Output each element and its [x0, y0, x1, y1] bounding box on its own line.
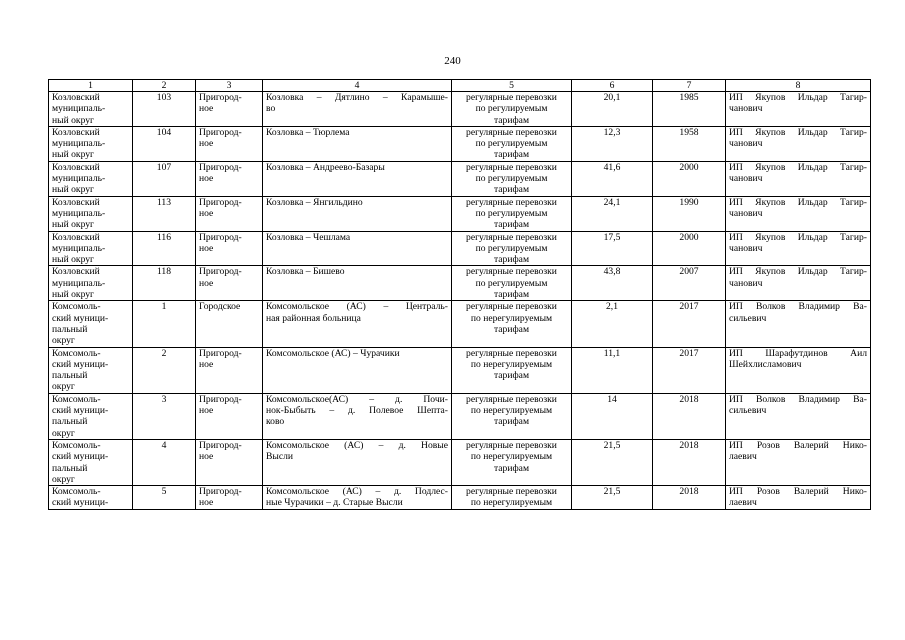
- route-name-cell: [263, 231, 452, 266]
- carrier-cell: [726, 196, 871, 231]
- cell-line: по нерегулируемым: [470, 312, 553, 324]
- route-year-cell: 2017: [653, 347, 726, 393]
- cell-line: ИП Якупов Ильдар Тагир-: [729, 92, 867, 103]
- route-type-cell: [196, 486, 263, 510]
- cell-line: ский муници-: [52, 405, 109, 417]
- route-length-cell: 12,3: [572, 126, 653, 161]
- cell-line: пальный: [52, 323, 88, 335]
- cell-line: Комсомоль-: [52, 486, 101, 498]
- cell-line: ский муници-: [52, 497, 109, 509]
- carrier-cell: [726, 347, 871, 393]
- cell-line: тарифам: [493, 254, 530, 266]
- cell-line: ИП Розов Валерий Нико-: [729, 439, 867, 451]
- route-year-cell: 2018: [653, 439, 726, 485]
- route-type-cell: [196, 347, 263, 393]
- cell-line: Комсомоль-: [52, 393, 101, 405]
- cell-line: Козловский: [52, 231, 100, 243]
- cell-line: Городское: [199, 301, 241, 313]
- district-cell: [49, 439, 133, 485]
- cell-line: во: [266, 103, 276, 115]
- cell-line: Пригород-: [199, 126, 242, 138]
- route-year-cell: 2018: [653, 393, 726, 439]
- cell-line: регулярные перевозки: [466, 301, 557, 313]
- route-type-cell: [196, 393, 263, 439]
- route-name-cell: [263, 126, 452, 161]
- cell-line: чанович: [729, 138, 763, 150]
- cell-line: тарифам: [493, 289, 530, 301]
- district-cell: [49, 231, 133, 266]
- route-number-cell: 107: [133, 161, 196, 196]
- cell-line: Пригород-: [199, 439, 242, 451]
- district-cell: [49, 92, 133, 127]
- route-type-cell: [196, 92, 263, 127]
- cell-line: по регулируемым: [475, 242, 548, 254]
- cell-line: нок-Быбыть – д. Полевое Шепта-: [266, 405, 448, 417]
- route-length-cell: 11,1: [572, 347, 653, 393]
- district-cell: [49, 301, 133, 347]
- route-number-cell: 1: [133, 301, 196, 347]
- route-name-cell: [263, 92, 452, 127]
- route-type-cell: [196, 196, 263, 231]
- cell-line: округ: [52, 381, 75, 393]
- cell-line: ский муници-: [52, 312, 109, 324]
- cell-line: тарифам: [493, 219, 530, 231]
- cell-line: Козловка – Тюрлема: [266, 126, 350, 138]
- header-cell: 1: [49, 80, 133, 92]
- table-row: [49, 393, 871, 439]
- route-name-cell: [263, 393, 452, 439]
- route-name-cell: [263, 347, 452, 393]
- cell-line: ное: [199, 173, 214, 185]
- table-row: [49, 231, 871, 266]
- route-type-cell: [196, 126, 263, 161]
- cell-line: Пригород-: [199, 231, 242, 243]
- route-type-cell: [196, 439, 263, 485]
- cell-line: ский муници-: [52, 358, 109, 370]
- cell-line: Пригород-: [199, 92, 242, 103]
- district-cell: [49, 486, 133, 510]
- route-length-cell: 2,1: [572, 301, 653, 347]
- cell-line: по нерегулируемым: [470, 451, 553, 463]
- route-number-cell: 3: [133, 393, 196, 439]
- route-year-cell: 2000: [653, 161, 726, 196]
- cell-line: по нерегулируемым: [470, 497, 553, 509]
- route-year-cell: 1958: [653, 126, 726, 161]
- cell-line: лаевич: [729, 497, 757, 509]
- cell-line: муниципаль-: [52, 277, 106, 289]
- transport-mode-cell: [452, 301, 572, 347]
- cell-line: Козловский: [52, 196, 100, 208]
- cell-line: по нерегулируемым: [470, 405, 553, 417]
- cell-line: Комсомольское (АС) – Централь-: [266, 301, 448, 313]
- cell-line: регулярные перевозки: [466, 393, 557, 405]
- table-row: [49, 196, 871, 231]
- cell-line: Козловка – Дятлино – Карамыше-: [266, 92, 448, 103]
- route-length-cell: 14: [572, 393, 653, 439]
- cell-line: чанович: [729, 173, 763, 185]
- cell-line: Высли: [266, 451, 294, 463]
- cell-line: ИП Шарафутдинов Аил: [729, 347, 867, 359]
- cell-line: ный округ: [52, 184, 94, 196]
- cell-line: чанович: [729, 207, 763, 219]
- route-year-cell: 2007: [653, 266, 726, 301]
- route-name-cell: [263, 266, 452, 301]
- cell-line: регулярные перевозки: [466, 486, 557, 498]
- cell-line: лаевич: [729, 451, 757, 463]
- cell-line: тарифам: [493, 462, 530, 474]
- cell-line: регулярные перевозки: [466, 196, 557, 208]
- cell-line: регулярные перевозки: [466, 266, 557, 278]
- table-row: [49, 486, 871, 510]
- header-cell: 2: [133, 80, 196, 92]
- route-name-cell: [263, 439, 452, 485]
- header-cell: 3: [196, 80, 263, 92]
- table-row: [49, 126, 871, 161]
- cell-line: ИП Якупов Ильдар Тагир-: [729, 266, 867, 278]
- cell-line: муниципаль-: [52, 242, 106, 254]
- district-cell: [49, 126, 133, 161]
- cell-line: ное: [199, 207, 214, 219]
- route-year-cell: 1990: [653, 196, 726, 231]
- district-cell: [49, 347, 133, 393]
- cell-line: ный округ: [52, 149, 94, 161]
- cell-line: пальный: [52, 370, 88, 382]
- cell-line: ный округ: [52, 254, 94, 266]
- route-name-cell: [263, 301, 452, 347]
- cell-line: ное: [199, 405, 214, 417]
- cell-line: ИП Волков Владимир Ва-: [729, 301, 867, 313]
- table-row: [49, 92, 871, 127]
- cell-line: округ: [52, 335, 75, 347]
- cell-line: ное: [199, 358, 214, 370]
- route-name-cell: [263, 196, 452, 231]
- route-name-cell: [263, 161, 452, 196]
- route-length-cell: 17,5: [572, 231, 653, 266]
- cell-line: регулярные перевозки: [466, 439, 557, 451]
- cell-line: по нерегулируемым: [470, 358, 553, 370]
- route-name-cell: [263, 486, 452, 510]
- cell-line: ИП Якупов Ильдар Тагир-: [729, 161, 867, 173]
- routes-table: [48, 79, 871, 510]
- cell-line: Козловка – Янгильдино: [266, 196, 363, 208]
- cell-line: Комсомоль-: [52, 347, 101, 359]
- route-type-cell: [196, 301, 263, 347]
- table-header-row: [49, 80, 871, 92]
- cell-line: ИП Розов Валерий Нико-: [729, 486, 867, 498]
- cell-line: ский муници-: [52, 451, 109, 463]
- page-number: 240: [444, 55, 461, 67]
- route-number-cell: 5: [133, 486, 196, 510]
- cell-line: ИП Якупов Ильдар Тагир-: [729, 196, 867, 208]
- carrier-cell: [726, 266, 871, 301]
- carrier-cell: [726, 301, 871, 347]
- cell-line: округ: [52, 473, 75, 485]
- cell-line: чанович: [729, 277, 763, 289]
- carrier-cell: [726, 393, 871, 439]
- cell-line: по регулируемым: [475, 103, 548, 115]
- cell-line: ИП Якупов Ильдар Тагир-: [729, 126, 867, 138]
- table-row: [49, 347, 871, 393]
- carrier-cell: [726, 439, 871, 485]
- cell-line: Козловский: [52, 92, 100, 103]
- cell-line: ное: [199, 242, 214, 254]
- transport-mode-cell: [452, 347, 572, 393]
- district-cell: [49, 196, 133, 231]
- cell-line: ная районная больница: [266, 312, 361, 324]
- cell-line: ное: [199, 451, 214, 463]
- transport-mode-cell: [452, 439, 572, 485]
- district-cell: [49, 161, 133, 196]
- route-type-cell: [196, 266, 263, 301]
- cell-line: тарифам: [493, 370, 530, 382]
- cell-line: Козловка – Чешлама: [266, 231, 351, 243]
- cell-line: Пригород-: [199, 347, 242, 359]
- cell-line: по регулируемым: [475, 173, 548, 185]
- cell-line: ково: [266, 416, 285, 428]
- header-cell: 8: [726, 80, 871, 92]
- header-cell: 6: [572, 80, 653, 92]
- cell-line: ИП Волков Владимир Ва-: [729, 393, 867, 405]
- route-number-cell: 118: [133, 266, 196, 301]
- route-number-cell: 103: [133, 92, 196, 127]
- cell-line: Пригород-: [199, 161, 242, 173]
- route-length-cell: 21,5: [572, 486, 653, 510]
- cell-line: муниципаль-: [52, 207, 106, 219]
- route-year-cell: 1985: [653, 92, 726, 127]
- cell-line: Пригород-: [199, 196, 242, 208]
- transport-mode-cell: [452, 92, 572, 127]
- cell-line: Комсомольское (АС) – д. Новые: [266, 439, 448, 451]
- cell-line: ное: [199, 497, 214, 509]
- cell-line: ное: [199, 138, 214, 150]
- route-year-cell: 2000: [653, 231, 726, 266]
- cell-line: Козловский: [52, 126, 100, 138]
- transport-mode-cell: [452, 196, 572, 231]
- header-cell: 5: [452, 80, 572, 92]
- table-row: [49, 161, 871, 196]
- route-number-cell: 113: [133, 196, 196, 231]
- cell-line: регулярные перевозки: [466, 126, 557, 138]
- transport-mode-cell: [452, 126, 572, 161]
- table-row: [49, 266, 871, 301]
- cell-line: Пригород-: [199, 486, 242, 498]
- cell-line: по регулируемым: [475, 207, 548, 219]
- cell-line: муниципаль-: [52, 103, 106, 115]
- cell-line: тарифам: [493, 114, 530, 126]
- cell-line: ный округ: [52, 219, 94, 231]
- route-type-cell: [196, 161, 263, 196]
- route-number-cell: 4: [133, 439, 196, 485]
- cell-line: сильевич: [729, 405, 767, 417]
- table-row: [49, 301, 871, 347]
- cell-line: Комсомольское (АС) – Чурачики: [266, 347, 400, 359]
- transport-mode-cell: [452, 393, 572, 439]
- cell-line: регулярные перевозки: [466, 161, 557, 173]
- header-cell: 4: [263, 80, 452, 92]
- transport-mode-cell: [452, 161, 572, 196]
- cell-line: тарифам: [493, 184, 530, 196]
- cell-line: чанович: [729, 103, 763, 115]
- carrier-cell: [726, 92, 871, 127]
- route-length-cell: 43,8: [572, 266, 653, 301]
- route-year-cell: 2018: [653, 486, 726, 510]
- route-length-cell: 20,1: [572, 92, 653, 127]
- route-number-cell: 104: [133, 126, 196, 161]
- route-type-cell: [196, 231, 263, 266]
- transport-mode-cell: [452, 486, 572, 510]
- cell-line: Пригород-: [199, 266, 242, 278]
- cell-line: Комсомоль-: [52, 301, 101, 313]
- district-cell: [49, 393, 133, 439]
- header-cell: 7: [653, 80, 726, 92]
- cell-line: муниципаль-: [52, 138, 106, 150]
- cell-line: регулярные перевозки: [466, 92, 557, 103]
- cell-line: Комсомольское (АС) – д. Подлес-: [266, 486, 448, 498]
- cell-line: округ: [52, 427, 75, 439]
- route-length-cell: 21,5: [572, 439, 653, 485]
- cell-line: ные Чурачики – д. Старые Высли: [266, 497, 403, 509]
- route-length-cell: 41,6: [572, 161, 653, 196]
- cell-line: пальный: [52, 416, 88, 428]
- cell-line: Шейхлисламович: [729, 358, 802, 370]
- cell-line: муниципаль-: [52, 173, 106, 185]
- cell-line: ное: [199, 103, 214, 115]
- cell-line: ное: [199, 277, 214, 289]
- cell-line: чанович: [729, 242, 763, 254]
- cell-line: Комсомоль-: [52, 439, 101, 451]
- cell-line: пальный: [52, 462, 88, 474]
- carrier-cell: [726, 126, 871, 161]
- cell-line: Козловка – Бишево: [266, 266, 345, 278]
- route-length-cell: 24,1: [572, 196, 653, 231]
- cell-line: по регулируемым: [475, 277, 548, 289]
- cell-line: регулярные перевозки: [466, 347, 557, 359]
- cell-line: тарифам: [493, 323, 530, 335]
- cell-line: Комсомольское(АС) – д. Почи-: [266, 393, 448, 405]
- cell-line: регулярные перевозки: [466, 231, 557, 243]
- cell-line: Козловка – Андреево-Базары: [266, 161, 385, 173]
- cell-line: тарифам: [493, 149, 530, 161]
- cell-line: Козловский: [52, 161, 100, 173]
- cell-line: по регулируемым: [475, 138, 548, 150]
- table-body: [49, 92, 871, 510]
- transport-mode-cell: [452, 266, 572, 301]
- cell-line: тарифам: [493, 416, 530, 428]
- cell-line: ный округ: [52, 289, 94, 301]
- route-number-cell: 2: [133, 347, 196, 393]
- route-number-cell: 116: [133, 231, 196, 266]
- cell-line: Козловский: [52, 266, 100, 278]
- carrier-cell: [726, 161, 871, 196]
- table-row: [49, 439, 871, 485]
- cell-line: ный округ: [52, 114, 94, 126]
- cell-line: Пригород-: [199, 393, 242, 405]
- cell-line: сильевич: [729, 312, 767, 324]
- carrier-cell: [726, 486, 871, 510]
- route-year-cell: 2017: [653, 301, 726, 347]
- district-cell: [49, 266, 133, 301]
- carrier-cell: [726, 231, 871, 266]
- transport-mode-cell: [452, 231, 572, 266]
- cell-line: ИП Якупов Ильдар Тагир-: [729, 231, 867, 243]
